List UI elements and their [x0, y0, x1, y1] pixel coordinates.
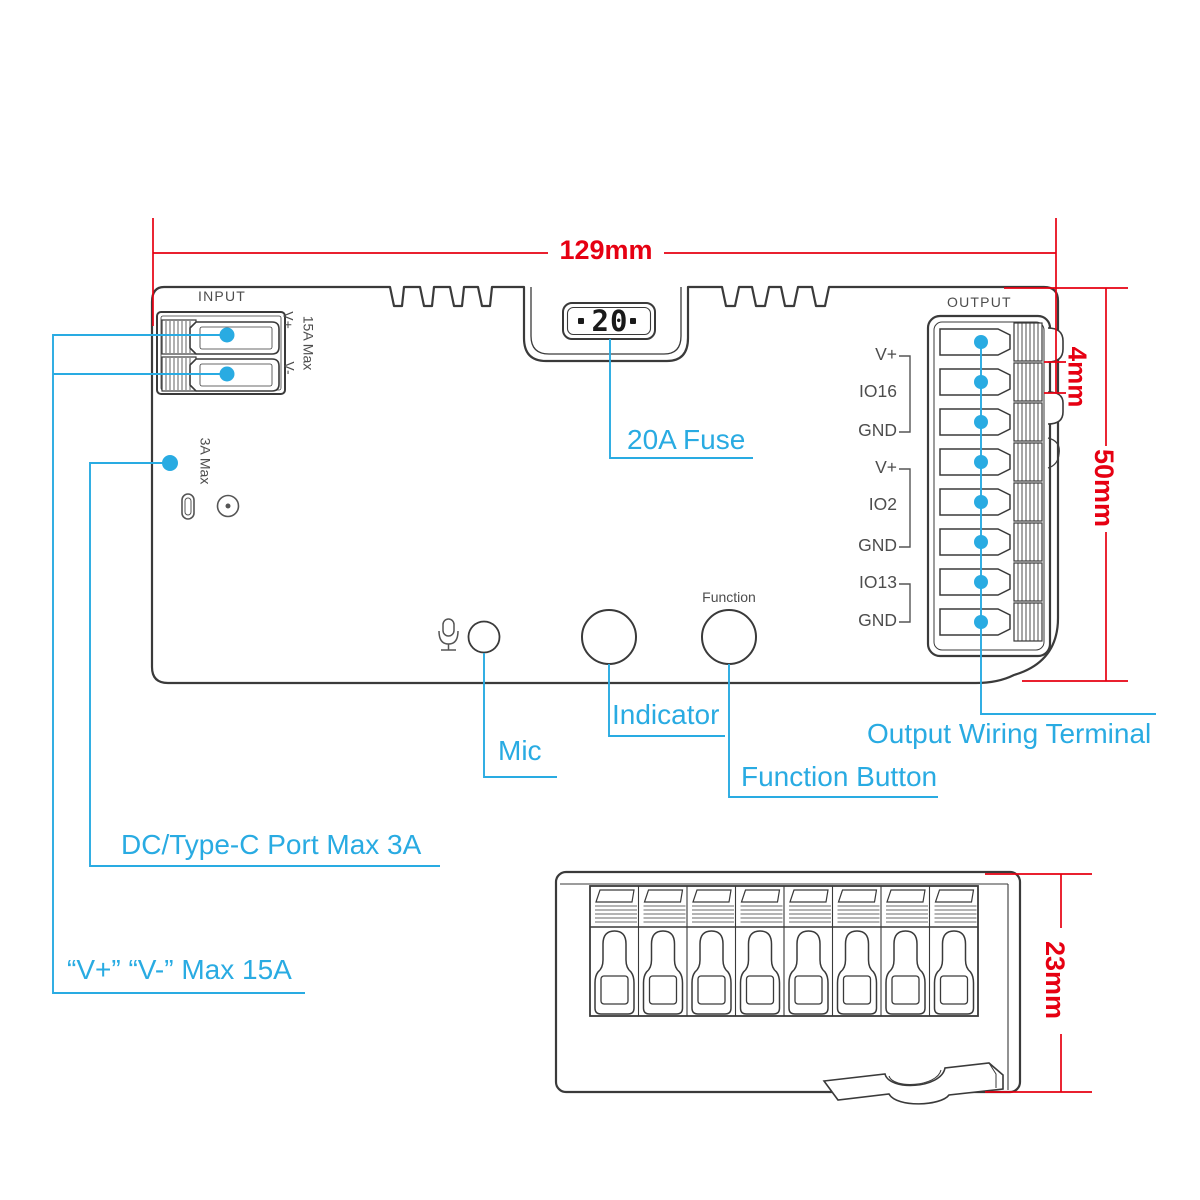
input-vminus-dot: [220, 367, 235, 382]
side-view: [556, 872, 1020, 1104]
dim-pitch-label: 4mm: [1062, 346, 1093, 408]
function-button-label: Function: [702, 589, 756, 605]
input-vplus-dot: [220, 328, 235, 343]
callout-mic: Mic: [498, 735, 542, 766]
dim-height-label: 50mm: [1089, 448, 1120, 528]
output-pin-dot: [974, 375, 988, 389]
wire-entry-bump-2: [1048, 392, 1063, 424]
callout-dc-port: DC/Type-C Port Max 3A: [121, 829, 422, 860]
output-pin-dot: [974, 415, 988, 429]
output-pin-dot: [974, 575, 988, 589]
port-rating-label: 3A Max: [197, 437, 214, 485]
callout-output-terminal: Output Wiring Terminal: [867, 718, 1152, 749]
output-pin-dot: [974, 535, 988, 549]
output-terminal-block: [928, 316, 1063, 656]
callout-fuse: 20A Fuse: [627, 424, 746, 455]
output-pin-dot: [974, 335, 988, 349]
fuse-display-value: 20: [591, 303, 629, 338]
output-pin-dot: [974, 455, 988, 469]
pin-label-gnd-2: GND: [858, 535, 897, 555]
output-label: OUTPUT: [947, 294, 1012, 310]
input-vplus-label: V+: [280, 311, 297, 329]
output-pin-dot: [974, 615, 988, 629]
fuse-display-left-dot: [578, 318, 584, 324]
device-body-outline: [152, 287, 1058, 683]
pin-label-gnd-3: GND: [858, 610, 897, 630]
callout-function-button: Function Button: [741, 761, 938, 792]
front-view: [152, 287, 1063, 683]
pin-label-vplus-1: V+: [875, 344, 897, 364]
input-rating-label: 15A Max: [300, 315, 317, 371]
dim-width-label: 129mm: [559, 235, 653, 265]
input-label: INPUT: [198, 288, 246, 304]
input-vminus-label: V-: [281, 361, 298, 375]
dim-depth-label: 23mm: [1040, 940, 1071, 1020]
pin-label-io16: IO16: [859, 381, 897, 401]
pin-label-vplus-2: V+: [875, 457, 897, 477]
dc-port-dot: [162, 455, 178, 471]
input-terminal-block: [157, 312, 285, 394]
pin-label-io13: IO13: [859, 572, 897, 592]
pin-label-io2: IO2: [868, 494, 897, 514]
callout-input-power: “V+” “V-” Max 15A: [67, 954, 292, 985]
dc-jack-icon: [218, 496, 239, 517]
pin-label-gnd-1: GND: [858, 420, 897, 440]
usb-c-port-icon: [182, 494, 194, 519]
fuse-display-right-dot: [630, 318, 636, 324]
output-pin-dot: [974, 495, 988, 509]
callout-indicator: Indicator: [612, 699, 720, 730]
